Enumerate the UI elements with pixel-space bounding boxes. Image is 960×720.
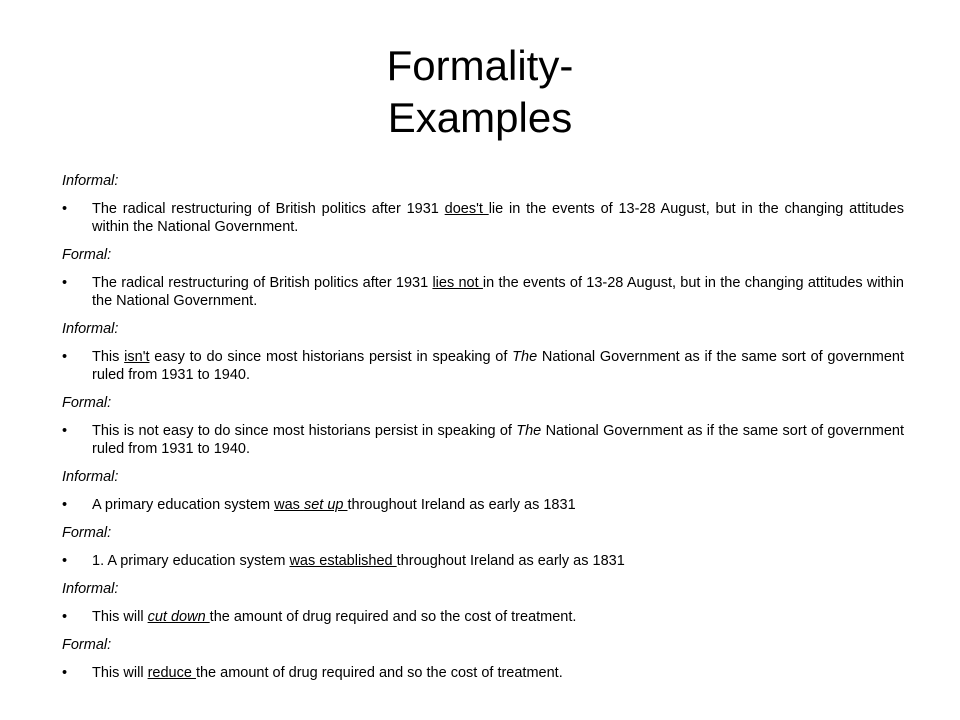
text: National Government as if the same sort of government ruled from 1931 to 1940. <box>92 423 904 457</box>
text: throughout Ireland as early as 1831 <box>396 553 625 569</box>
bullet-icon: • <box>62 553 68 569</box>
label-formal: Formal: <box>62 637 112 653</box>
example-bullet <box>62 608 904 626</box>
label-formal: Formal: <box>62 395 112 411</box>
text: easy to do since most historians persist in speaking of <box>149 349 513 365</box>
example-bullet <box>62 348 904 384</box>
label-informal: Informal: <box>62 469 119 485</box>
text: in the events of 13-28 August, but in the changing attitudes within the National Government. <box>92 275 904 309</box>
text: This is not easy to do since most historians persist in speaking of <box>92 423 517 439</box>
text: This <box>92 349 125 365</box>
text: This will <box>92 609 148 625</box>
highlighted-phrase: reduce <box>147 665 196 681</box>
title-line-2: Examples <box>387 94 573 141</box>
text: National Government as if the same sort of government ruled from 1931 to 1940. <box>92 349 905 383</box>
bullet-icon: • <box>62 275 68 291</box>
highlighted-phrase: isn't <box>124 349 150 365</box>
text: 1. A primary education system <box>92 553 290 569</box>
example-bullet <box>62 422 904 458</box>
text: The radical restructuring of British politics after 1931 <box>92 201 445 217</box>
text: throughout Ireland as early as 1831 <box>347 497 576 513</box>
text: lie in the events of 13-28 August, but in the changing attitudes within the National Government. <box>92 201 904 235</box>
text: the amount of drug required and so the cost of treatment. <box>195 665 563 681</box>
label-informal: Informal: <box>62 581 119 597</box>
highlighted-phrase: does't <box>444 201 489 217</box>
label-formal: Formal: <box>62 247 112 263</box>
slide-body <box>62 172 904 692</box>
example-bullet <box>62 664 904 682</box>
example-bullet <box>62 552 904 570</box>
highlighted-phrase: was <box>274 497 304 513</box>
label-formal: Formal: <box>62 525 112 541</box>
slide-title <box>0 40 960 144</box>
highlighted-phrase-italic: cut down <box>147 609 210 625</box>
bullet-icon: • <box>62 665 68 681</box>
example-bullet <box>62 496 904 514</box>
bullet-icon: • <box>62 423 68 439</box>
label-informal: Informal: <box>62 173 119 189</box>
italic-word: The <box>516 423 542 439</box>
text: The radical restructuring of British politics after 1931 <box>92 275 433 291</box>
highlighted-phrase: lies not <box>432 275 483 291</box>
label-informal: Informal: <box>62 321 119 337</box>
text: the amount of drug required and so the cost of treatment. <box>209 609 577 625</box>
bullet-icon: • <box>62 201 68 217</box>
italic-word: The <box>512 349 538 365</box>
bullet-icon: • <box>62 497 68 513</box>
bullet-icon: • <box>62 609 68 625</box>
example-bullet <box>62 274 904 310</box>
highlighted-phrase: was established <box>289 553 397 569</box>
example-bullet <box>62 200 904 236</box>
text: This will <box>92 665 148 681</box>
title-line-1: Formality- <box>386 42 574 89</box>
bullet-icon: • <box>62 349 68 365</box>
text: A primary education system <box>92 497 275 513</box>
highlighted-phrase-italic: set up <box>303 497 348 513</box>
